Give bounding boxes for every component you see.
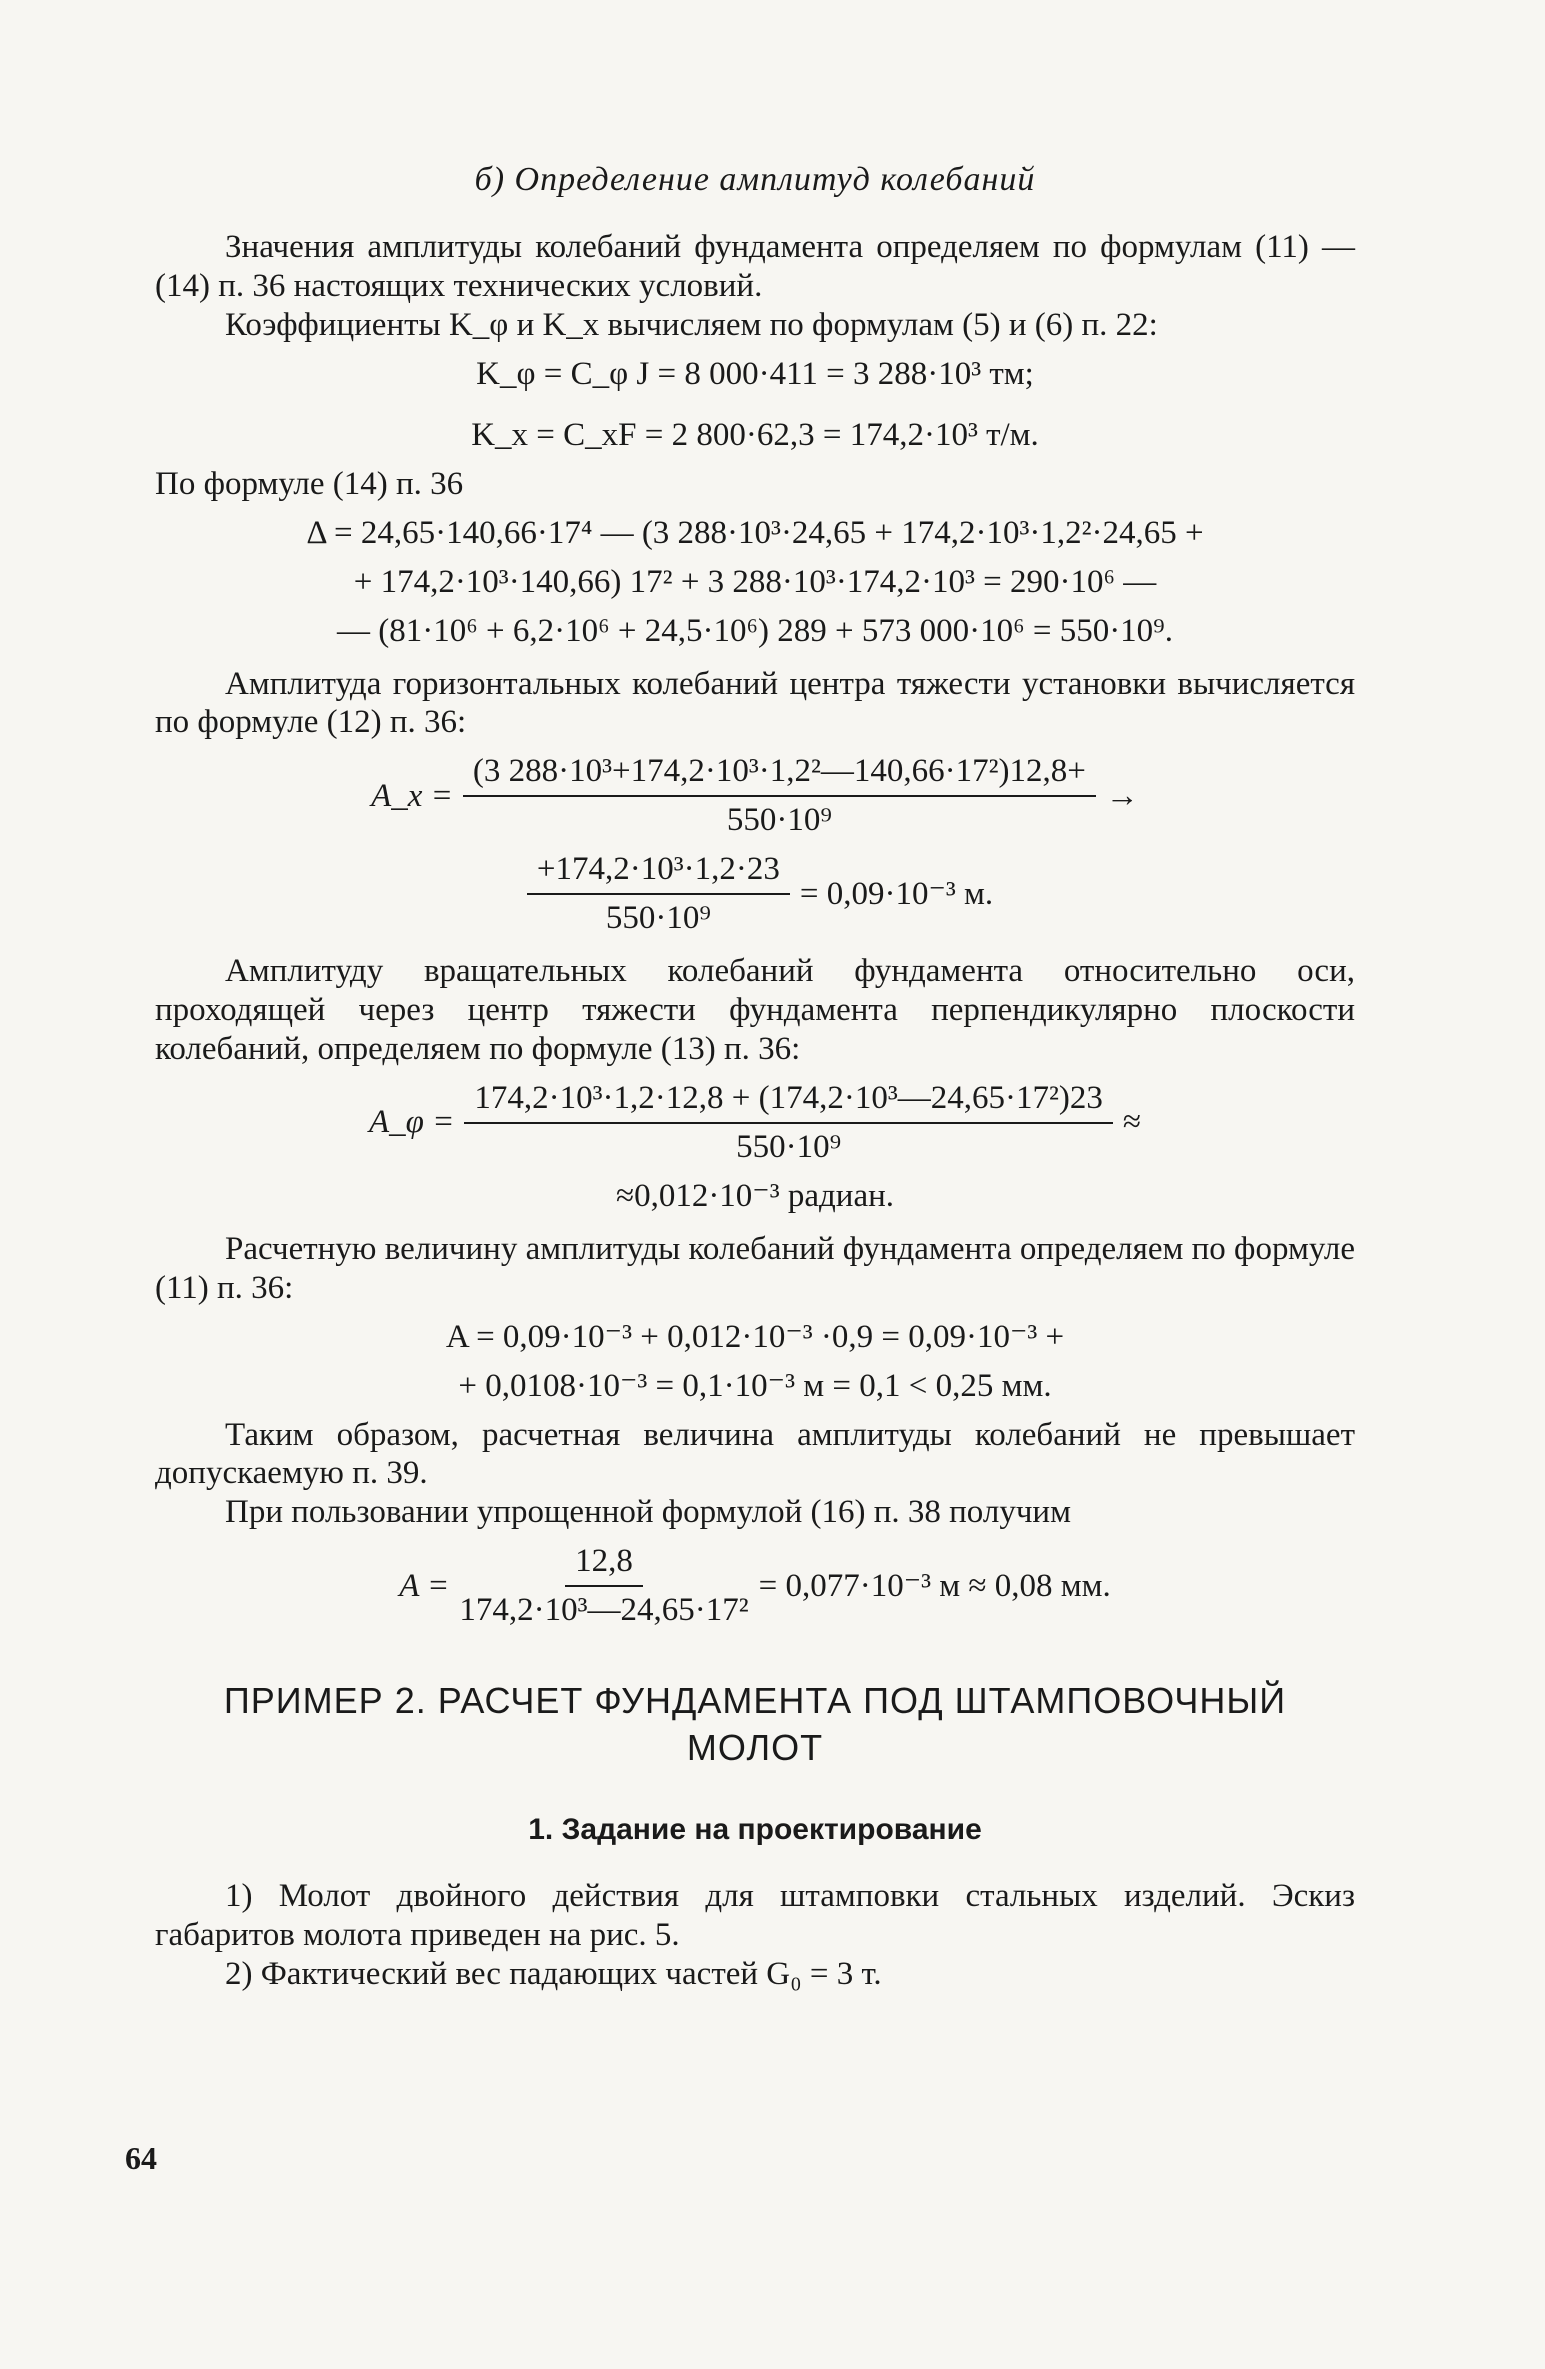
- aphi-denominator: 550·10⁹: [736, 1128, 842, 1165]
- paragraph-conclusion: Таким образом, расчетная величина амплитуды колебаний не превышает допускаемую п. 39.: [155, 1416, 1355, 1492]
- ax-denominator-1: 550·10⁹: [726, 802, 832, 839]
- paragraph-coefficients: Коэффициенты K_φ и K_x вычисляем по формулам (5) и (6) п. 22:: [225, 306, 1158, 343]
- aphi-numerator: 174,2·10³·1,2·12,8 + (174,2·10³—24,65·17²)23: [464, 1079, 1112, 1124]
- section-heading: 1. Задание на проектирование: [528, 1812, 982, 1846]
- a-numerator: 12,8: [565, 1542, 643, 1587]
- ax-fraction-2: [527, 850, 790, 938]
- a-result: = 0,077·10⁻³ м ≈ 0,08 мм.: [758, 1567, 1111, 1604]
- aphi-lhs: A_φ =: [368, 1104, 455, 1141]
- list-item-2: 2) Фактический вес падающих частей G₀ = 3 т.: [225, 1956, 882, 1993]
- page-number: 64: [125, 2140, 157, 2176]
- a-denominator: 174,2·10³—24,65·17²: [459, 1592, 749, 1629]
- formula-delta-line-2: + 174,2·10³·140,66) 17² + 3 288·10³·174,2·10³ = 290·10⁶ —: [353, 563, 1157, 600]
- ax-result: = 0,09·10⁻³ м.: [799, 875, 994, 912]
- a-lhs: A =: [399, 1567, 450, 1604]
- aphi-fraction: [464, 1079, 1112, 1167]
- paragraph-formula-14: По формуле (14) п. 36: [155, 465, 464, 502]
- paragraph-horizontal-amplitude: Амплитуда горизонтальных колебаний центра тяжести установки вычисляется по формуле (12) п. 36:: [155, 665, 1355, 741]
- paragraph-design-amplitude: Расчетную величину амплитуды колебаний фундамента определяем по формуле (11) п. 36:: [155, 1230, 1355, 1306]
- list-item-1: 1) Молот двойного действия для штамповки стальных изделий. Эскиз габаритов молота приведен на рис. 5.: [155, 1878, 1355, 1954]
- formula-a-simplified: [155, 1542, 1355, 1630]
- example-heading: ПРИМЕР 2. РАСЧЕТ ФУНДАМЕНТА ПОД ШТАМПОВОЧНЫЙ МОЛОТ: [223, 1680, 1287, 1769]
- document-page: [155, 140, 1355, 1994]
- formula-delta-line-1: Δ = 24,65·140,66·17⁴ — (3 288·10³·24,65 + 174,2·10³·1,2²·24,65 +: [306, 514, 1204, 551]
- formula-aphi: [155, 1079, 1355, 1167]
- formula-ax-part-2: [155, 850, 1355, 938]
- ax-lhs: A_x =: [371, 777, 453, 814]
- formula-delta-line-3: — (81·10⁶ + 6,2·10⁶ + 24,5·10⁶) 289 + 573 000·10⁶ = 550·10⁹.: [337, 612, 1173, 649]
- formula-ax-part-1: [155, 752, 1355, 840]
- aphi-approx-sign: ≈: [1122, 1104, 1142, 1141]
- subsection-title: б) Определение амплитуд колебаний: [474, 161, 1036, 198]
- ax-numerator-2: +174,2·10³·1,2·23: [527, 850, 790, 895]
- continuation-arrow: →: [1105, 777, 1139, 814]
- formula-k-phi: K_φ = C_φ J = 8 000·411 = 3 288·10³ тм;: [476, 355, 1034, 392]
- ax-fraction-1: [463, 752, 1096, 840]
- paragraph-rotational-amplitude: Амплитуду вращательных колебаний фундамента относительно оси, проходящей через центр тяжести фундамента перпендикулярно плоскости колебаний, определяем по формуле (13) п. 36:: [155, 953, 1355, 1068]
- ax-denominator-2: 550·10⁹: [605, 900, 711, 937]
- paragraph-amplitude-intro: Значения амплитуды колебаний фундамента определяем по формулам (11) — (14) п. 36 настоящих технических условий.: [155, 229, 1355, 305]
- ax-numerator-1: (3 288·10³+174,2·10³·1,2²—140,66·17²)12,8+: [463, 752, 1096, 797]
- formula-k-x: K_x = C_xF = 2 800·62,3 = 174,2·10³ т/м.: [471, 416, 1039, 453]
- paragraph-simplified: При пользовании упрощенной формулой (16) п. 38 получим: [225, 1494, 1071, 1531]
- formula-aphi-result: ≈0,012·10⁻³ радиан.: [615, 1177, 895, 1214]
- formula-a-line-1: A = 0,09·10⁻³ + 0,012·10⁻³ ·0,9 = 0,09·10⁻³ +: [445, 1318, 1065, 1355]
- formula-a-line-2: + 0,0108·10⁻³ = 0,1·10⁻³ м = 0,1 < 0,25 мм.: [458, 1367, 1052, 1404]
- a-fraction: [459, 1542, 748, 1630]
